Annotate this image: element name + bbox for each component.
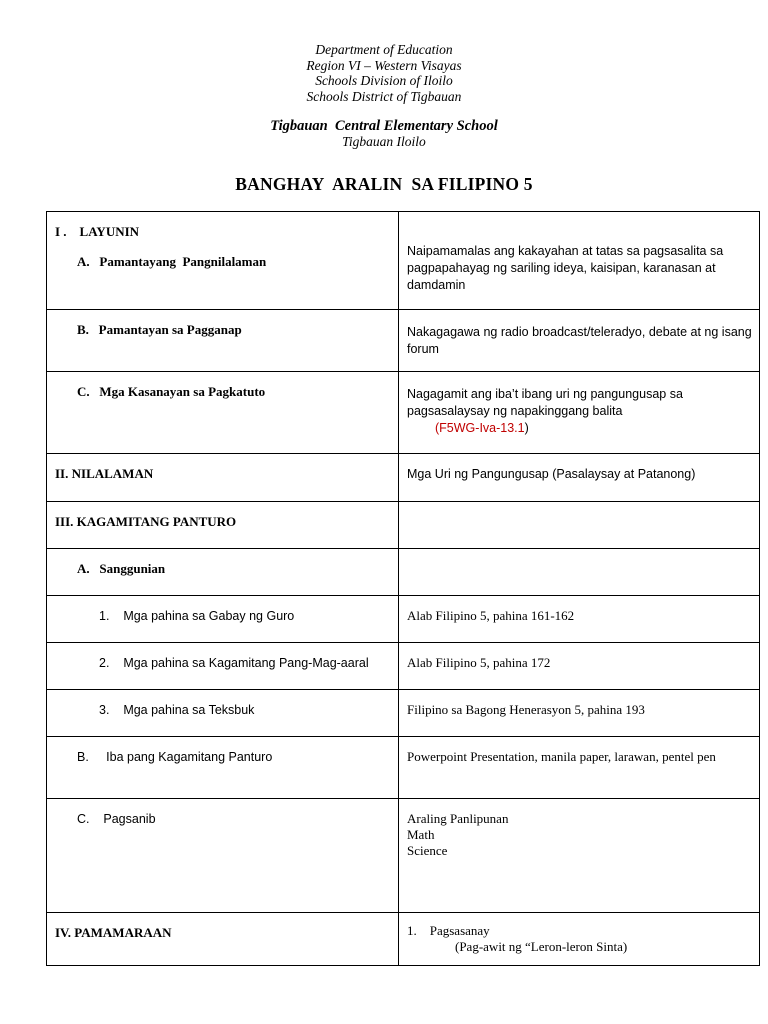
table-row xyxy=(47,502,760,549)
pagsanib-subject: Math xyxy=(407,827,435,842)
pamamaraan-label: IV. PAMAMARAAN xyxy=(55,925,172,940)
competency-code-close: ) xyxy=(524,421,529,435)
sanggunian-label: A. Sanggunian xyxy=(77,561,166,576)
competency-code xyxy=(407,420,753,437)
school-block xyxy=(0,118,768,149)
table-row xyxy=(47,596,760,643)
document-header xyxy=(0,42,768,104)
table-row xyxy=(47,454,760,502)
kagamitang-panturo-label: III. KAGAMITANG PANTURO xyxy=(55,514,237,529)
pangnilalaman-content: Naipamamalas ang kakayahan at tatas sa pagsasalita sa pagpapahayag ng sariling ideya, kaisipan, karanasan at damdamin xyxy=(407,244,724,292)
teksbuk-content: Filipino sa Bagong Henerasyon 5, pahina 193 xyxy=(407,702,645,717)
competency-code-open: ( xyxy=(435,421,440,435)
division-line: Schools Division of Iloilo xyxy=(315,73,453,88)
pagganap-label: B. Pamantayan sa Pagganap xyxy=(77,322,242,337)
kagamitang-mag-aaral-label: 2. Mga pahina sa Kagamitang Pang-Mag-aaral xyxy=(99,656,369,670)
table-row xyxy=(47,913,760,966)
iba-pang-kagamitan-content: Powerpoint Presentation, manila paper, larawan, pentel pen xyxy=(407,749,716,764)
table-row xyxy=(47,372,760,454)
table-row xyxy=(47,737,760,799)
table-row xyxy=(47,643,760,690)
lesson-plan-table xyxy=(46,211,760,966)
table-row xyxy=(47,310,760,372)
page-title: BANGHAY ARALIN SA FILIPINO 5 xyxy=(235,174,533,194)
gabay-guro-content: Alab Filipino 5, pahina 161-162 xyxy=(407,608,575,623)
school-name: Tigbauan Central Elementary School xyxy=(270,118,498,134)
pagsanib-subject: Science xyxy=(407,843,448,858)
region-line: Region VI – Western Visayas xyxy=(306,57,462,73)
pagsasanay-detail: (Pag-awit ng “Leron-leron Sinta) xyxy=(455,939,628,954)
kasanayan-label: C. Mga Kasanayan sa Pagkatuto xyxy=(77,384,266,399)
iba-pang-kagamitan-label: B. Iba pang Kagamitang Panturo xyxy=(77,750,273,764)
layunin-heading: I . LAYUNIN xyxy=(55,224,140,239)
pagsanib-subject: Araling Panlipunan xyxy=(407,811,509,826)
table-row xyxy=(47,690,760,737)
pagsanib-label: C. Pagsanib xyxy=(77,812,156,826)
pagganap-content: Nakagagawa ng radio broadcast/teleradyo, debate at ng isang forum xyxy=(407,325,752,356)
table-row xyxy=(47,799,760,913)
competency-code-text: F5WG-Iva-13.1 xyxy=(439,421,525,435)
kasanayan-content: Nagagamit ang iba’t ibang uri ng pangungusap sa pagsasalaysay ng napakinggang balita xyxy=(407,387,683,418)
table-row xyxy=(47,212,760,310)
kagamitang-mag-aaral-content: Alab Filipino 5, pahina 172 xyxy=(407,655,551,670)
pagsasanay-step: 1. Pagsasanay xyxy=(407,923,490,938)
pamantayang-pangnilalaman-label: A. Pamantayang Pangnilalaman xyxy=(77,254,267,269)
nilalaman-label: II. NILALAMAN xyxy=(55,466,154,481)
department-line: Department of Education xyxy=(315,42,453,57)
district-line: Schools District of Tigbauan xyxy=(306,88,462,104)
gabay-guro-label: 1. Mga pahina sa Gabay ng Guro xyxy=(99,609,295,623)
table-row xyxy=(47,549,760,596)
school-address: Tigbauan Iloilo xyxy=(342,134,426,149)
teksbuk-label: 3. Mga pahina sa Teksbuk xyxy=(99,703,255,717)
nilalaman-content: Mga Uri ng Pangungusap (Pasalaysay at Patanong) xyxy=(407,467,696,481)
